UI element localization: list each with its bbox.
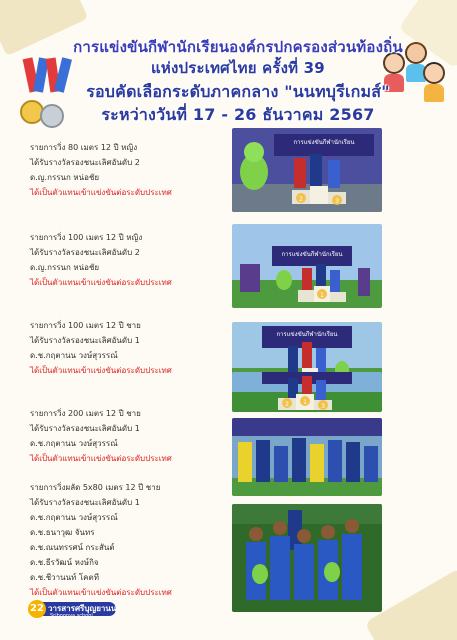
footer-title: วารสารศรีบุญยานนท์ (48, 604, 122, 613)
event-result: ได้รับรางวัลรองชนะเลิศอันดับ 1 (30, 336, 140, 345)
event-entry (30, 406, 230, 466)
header-line-2: แห่งประเทศไทย ครั้งที่ 39 (151, 59, 325, 77)
qualification-note: ได้เป็นตัวแทนเข้าแข่งขันต่อระดับประเทศ (30, 278, 172, 287)
event-entry (30, 140, 230, 200)
award-photo-5 (232, 418, 382, 496)
athlete-name: ด.ช.กฤตานน วงษ์สุวรรณ์ (30, 351, 118, 360)
page-footer (28, 600, 122, 619)
athlete-name: ด.ช.ธนาวุฒ จันทร (30, 528, 95, 537)
qualification-note: ได้เป็นตัวแทนเข้าแข่งขันต่อระดับประเทศ (30, 588, 172, 597)
header-line-1: การแข่งขันกีฬานักเรียนองค์กรปกครองส่วนท้องถิ่น (73, 38, 403, 56)
event-result: ได้รับรางวัลรองชนะเลิศอันดับ 1 (30, 498, 140, 507)
header-line-3: รอบคัดเลือกระดับภาคกลาง "นนทบุรีเกมส์" (86, 82, 390, 101)
banner-text: การแข่งขันกีฬานักเรียน (276, 331, 338, 338)
award-photo-4 (232, 372, 382, 412)
event-entry (30, 318, 230, 378)
page-number: 22 (28, 600, 46, 618)
athlete-name: ด.ญ.กรรนก หน่อชัย (30, 173, 100, 182)
event-name: รายการวิ่ง 200 เมตร 12 ปี ชาย (30, 409, 141, 418)
podium-number: 1 (320, 292, 324, 299)
event-name: รายการวิ่ง 100 เมตร 12 ปี ชาย (30, 321, 141, 330)
event-entry (30, 480, 230, 600)
podium-number: 1 (303, 399, 307, 406)
event-name: รายการวิ่งผลัด 5x80 เมตร 12 ปี ชาย (30, 483, 161, 492)
event-result: ได้รับรางวัลรองชนะเลิศอันดับ 1 (30, 424, 140, 433)
qualification-note: ได้เป็นตัวแทนเข้าแข่งขันต่อระดับประเทศ (30, 188, 172, 197)
event-result: ได้รับรางวัลรองชนะเลิศอันดับ 2 (30, 158, 140, 167)
athlete-name: ด.ช.ชีวานนท์ โคตที (30, 573, 99, 582)
athlete-name: ด.ช.กฤตานน วงษ์สุวรรณ์ (30, 439, 118, 448)
award-photo-2 (232, 224, 382, 308)
podium-number: 2 (299, 196, 303, 203)
event-entry (30, 230, 230, 290)
athlete-name: ด.ญ.กรรนก หน่อชัย (30, 263, 100, 272)
footer-subtitle: Sriboonya school (50, 613, 93, 619)
banner-text: การแข่งขันกีฬานักเรียน (293, 139, 355, 146)
athlete-name: ด.ช.ธีรวัฒน์ หงษ์กิจ (30, 558, 99, 567)
qualification-note: ได้เป็นตัวแทนเข้าแข่งขันต่อระดับประเทศ (30, 366, 172, 375)
podium-number: 3 (321, 403, 325, 410)
event-name: รายการวิ่ง 80 เมตร 12 ปี หญิง (30, 143, 138, 152)
athlete-name: ด.ช.ณนทรรศน์ กระสันต์ (30, 543, 115, 552)
podium-number: 2 (285, 401, 289, 408)
podium-number: 3 (335, 198, 339, 205)
event-name: รายการวิ่ง 100 เมตร 12 ปี หญิง (30, 233, 143, 242)
award-photo-1 (232, 128, 382, 212)
banner-text: การแข่งขันกีฬานักเรียน (281, 251, 343, 258)
header-line-4: ระหว่างวันที่ 17 - 26 ธันวาคม 2567 (101, 105, 375, 124)
event-result: ได้รับรางวัลรองชนะเลิศอันดับ 2 (30, 248, 140, 257)
qualification-note: ได้เป็นตัวแทนเข้าแข่งขันต่อระดับประเทศ (30, 454, 172, 463)
athlete-name: ด.ช.กฤตานน วงษ์สุวรรณ์ (30, 513, 118, 522)
award-photo-6 (232, 504, 382, 612)
